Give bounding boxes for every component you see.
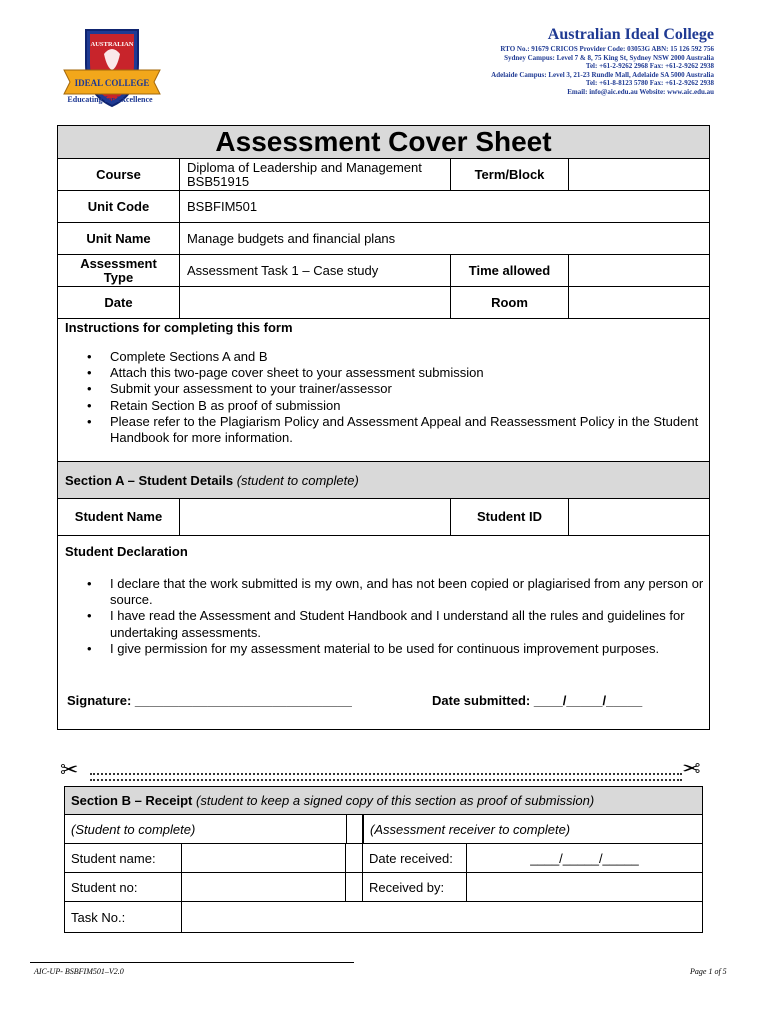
contact-line: Tel: +61-8-8123 5780 Fax: +61-2-9262 2938: [585, 79, 714, 88]
footer-divider: [30, 962, 354, 963]
instructions-list: [65, 349, 705, 446]
list-item: • Please refer to the Plagiarism Policy and Assessment Appeal and Reassessment Policy in the Student Handbook for more information.: [65, 414, 705, 446]
declaration-list: [65, 576, 705, 657]
section-a-title: [65, 473, 359, 488]
receipt-row: [65, 902, 702, 932]
list-item: • I declare that the work submitted is my own, and has not been copied or plagiarised from any person or source.: [65, 576, 705, 608]
unit-code-label: Unit Code: [58, 191, 180, 222]
student-details-row: [58, 499, 709, 536]
logo-top-text: AUSTRALIAN: [90, 41, 134, 48]
instructions-block: [58, 319, 709, 462]
student-id-label: Student ID: [451, 499, 569, 535]
room-field[interactable]: [569, 287, 709, 318]
course-name: Diploma of Leadership and Management: [187, 159, 422, 175]
unit-name-value: Manage budgets and financial plans: [187, 230, 396, 246]
task-no-field[interactable]: [182, 902, 702, 932]
date-room-row: [58, 287, 709, 319]
college-name: Australian Ideal College: [547, 26, 714, 43]
scissors-icon: ✂: [682, 756, 701, 781]
unit-name-label: Unit Name: [58, 223, 180, 254]
student-column-header: (Student to complete): [71, 821, 196, 837]
time-allowed-label: Time allowed: [451, 255, 569, 286]
date-submitted-line[interactable]: Date submitted: ____/_____/_____: [432, 693, 643, 708]
received-by-field[interactable]: [467, 873, 702, 901]
page-number: Page 1 of 5: [690, 967, 727, 976]
contact-line: Email: info@aic.edu.au Website: www.aic.edu.au: [567, 87, 714, 96]
scissors-icon: ✂: [60, 757, 79, 782]
course-code: BSB51915: [187, 173, 250, 189]
section-b-title: [71, 793, 594, 808]
section-a-title-text: Section A – Student Details: [65, 473, 234, 488]
date-label: Date: [58, 287, 180, 318]
student-name-label: Student name:: [65, 844, 182, 872]
receiver-column-header: (Assessment receiver to complete): [363, 815, 702, 843]
course-value: [180, 159, 451, 190]
course-label: Course: [58, 159, 180, 190]
section-a-header: [58, 462, 709, 499]
declaration-block: [58, 536, 709, 729]
unit-code-row: [58, 191, 709, 223]
section-b-title-text: Section B – Receipt: [71, 793, 193, 808]
term-label: Term/Block: [451, 159, 569, 190]
receipt-row: [65, 873, 702, 902]
section-b-header: [65, 787, 702, 815]
column-gap: [346, 873, 363, 901]
document-code: AIC-UP- BSBFIM501–V2.0: [34, 967, 124, 976]
date-received-field[interactable]: ____/_____/_____: [530, 850, 639, 866]
assessment-type-label-line: Assessment: [80, 255, 157, 271]
column-gap: [346, 815, 363, 843]
page-title: Assessment Cover Sheet: [215, 126, 552, 157]
course-row: [58, 159, 709, 191]
student-name-label: Student Name: [58, 499, 180, 535]
contact-line: Adelaide Campus: Level 3, 21-23 Rundle Mall, Adelaide SA 5000 Australia: [491, 70, 714, 79]
student-no-label: Student no:: [65, 873, 182, 901]
section-a-subtitle: (student to complete): [236, 473, 359, 488]
column-gap: [346, 844, 363, 872]
contact-block: [491, 45, 714, 97]
signature-line[interactable]: Signature: ______________________________: [67, 693, 352, 708]
list-item: • Attach this two-page cover sheet to your assessment submission: [65, 365, 705, 381]
title-row: [58, 126, 709, 159]
assessment-type-value: Assessment Task 1 – Case study: [180, 255, 451, 286]
student-name-field[interactable]: [180, 499, 451, 535]
unit-code-value: BSBFIM501: [187, 198, 258, 214]
tagline: Educating for Excellence: [67, 95, 153, 104]
task-no-label: Task No.:: [65, 902, 182, 932]
received-by-label: Received by:: [363, 873, 467, 901]
list-item: • I have read the Assessment and Student Handbook and I understand all the rules and guidelines for undertaking assessments.: [65, 608, 705, 640]
assessment-form: [57, 125, 710, 730]
contact-line: Tel: +61-2-9262 2968 Fax: +61-2-9262 2938: [585, 62, 714, 71]
assessment-type-row: [58, 255, 709, 287]
unit-name-row: [58, 223, 709, 255]
student-id-field[interactable]: [569, 499, 709, 535]
section-b-subtitle: (student to keep a signed copy of this section as proof of submission): [196, 793, 595, 808]
list-item: • Retain Section B as proof of submission: [65, 398, 705, 414]
student-name-field[interactable]: [182, 844, 346, 872]
declaration-title: Student Declaration: [65, 544, 188, 559]
term-field[interactable]: [569, 159, 709, 190]
receipt-row: [65, 844, 702, 873]
time-allowed-field[interactable]: [569, 255, 709, 286]
date-field[interactable]: [180, 287, 451, 318]
instructions-title: Instructions for completing this form: [65, 320, 293, 335]
list-item: • I give permission for my assessment material to be used for continuous improvement purposes.: [65, 641, 705, 657]
student-no-field[interactable]: [182, 873, 346, 901]
list-item: • Submit your assessment to your trainer/assessor: [65, 381, 705, 397]
assessment-type-label: [58, 255, 180, 286]
date-received-label: Date received:: [363, 844, 467, 872]
contact-line: Sydney Campus: Level 7 & 8, 75 King St, Sydney NSW 2000 Australia: [504, 53, 714, 62]
assessment-type-label-line: Type: [103, 269, 134, 285]
section-b-receipt: [64, 786, 703, 933]
list-item: • Complete Sections A and B: [65, 349, 705, 365]
logo-banner-text: IDEAL COLLEGE: [74, 78, 150, 88]
section-b-column-headers: [65, 815, 702, 844]
room-label: Room: [451, 287, 569, 318]
contact-line: RTO No.: 91679 CRICOS Provider Code: 03053G ABN: 15 126 592 756: [500, 45, 714, 53]
cut-line: [90, 773, 682, 781]
